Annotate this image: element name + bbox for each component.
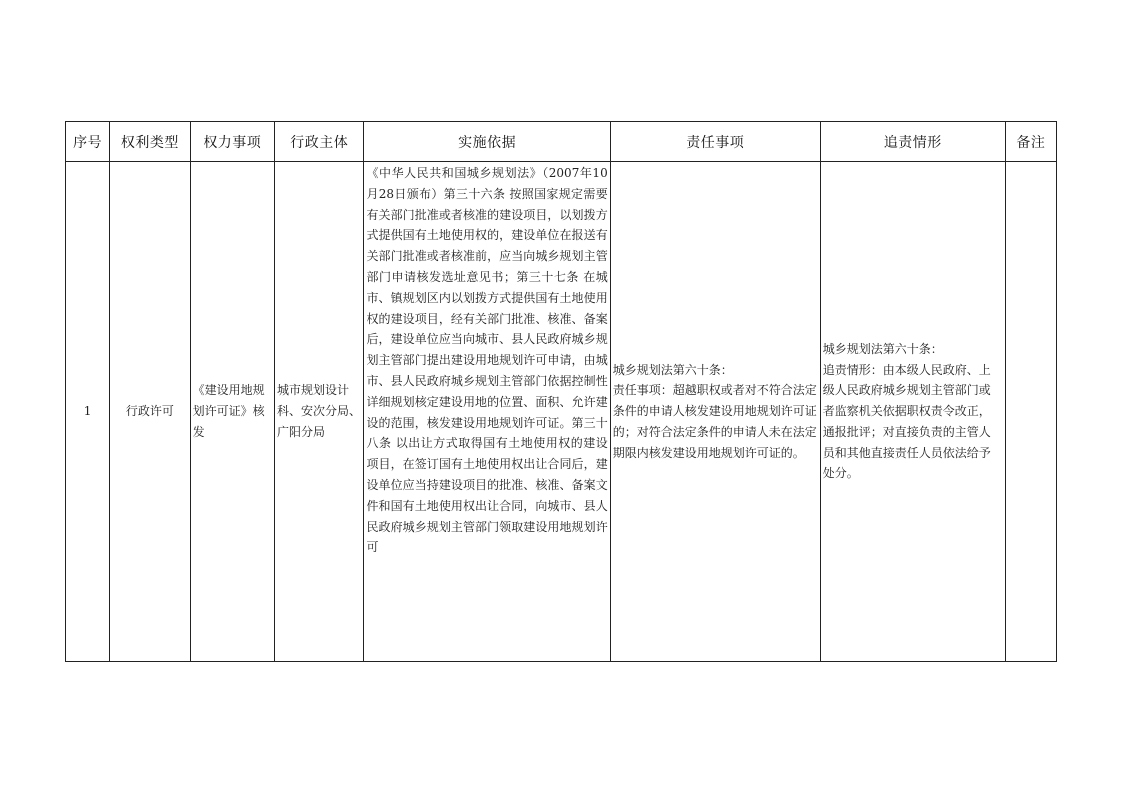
cell-admin-body <box>275 162 364 662</box>
header-remark: 备注 <box>1005 122 1056 162</box>
power-list-table <box>65 121 1057 662</box>
header-basis: 实施依据 <box>364 122 610 162</box>
header-responsibility: 责任事项 <box>610 122 820 162</box>
header-index: 序号 <box>66 122 110 162</box>
cell-accountability <box>820 162 1005 662</box>
cell-power-type: 行政许可 <box>110 162 190 662</box>
cell-responsibility <box>610 162 820 662</box>
cell-index: 1 <box>66 162 110 662</box>
cell-basis: 《中华人民共和国城乡规划法》（2007年10月28日颁布）第三十六条 按照国家规定需要有关部门批准或者核准的建设项目，以划拨方式提供国有土地使用权的，建设单位在报送有关部门批准或者核准前，应当向城乡规划主管部门申请核发选址意见书；第三十七条 在城市、镇规划区内以划拨方式提供国有土地使用权的建设项目，经有关部门批准、核准、备案后，建设单位应当向城市、县人民政府城乡规划主管部门提出建设用地规划许可申请，由城市、县人民政府城乡规划主管部门依据控制性详细规划核定建设用地的位置、面积、允许建设的范围，核发建设用地规划许可证。第三十八条 以出让方式取得国有土地使用权的建设项目，在签订国有土地使用权出让合同后，建设单位应当持建设项目的批准、核准、备案文件和国有土地使用权出让合同，向城市、县人民政府城乡规划主管部门领取建设用地规划许可 <box>364 162 610 662</box>
responsibility-text: 城乡规划法第六十条： 责任事项：超越职权或者对不符合法定条件的申请人核发建设用地规划许可证的；对符合法定条件的申请人未在法定期限内核发建设用地规划许可证的。 <box>612 362 817 460</box>
cell-power-item <box>190 162 274 662</box>
header-power-item: 权力事项 <box>190 122 274 162</box>
header-accountability: 追责情形 <box>820 122 1005 162</box>
cell-remark <box>1005 162 1056 662</box>
power-item-text: 《建设用地规划许可证》核发 <box>192 383 265 439</box>
header-power-type: 权利类型 <box>110 122 190 162</box>
table-header-row <box>66 122 1057 162</box>
admin-body-text: 城市规划设计科、安次分局、广阳分局 <box>277 383 362 439</box>
header-admin-body: 行政主体 <box>275 122 364 162</box>
accountability-text: 城乡规划法第六十条： 追责情形：由本级人民政府、上级人民政府城乡规划主管部门或者监察机关依据职权责令改正，通报批评；对直接负责的主管人员和其他直接责任人员依法给予处分。 <box>822 341 991 481</box>
table-row <box>66 162 1057 662</box>
